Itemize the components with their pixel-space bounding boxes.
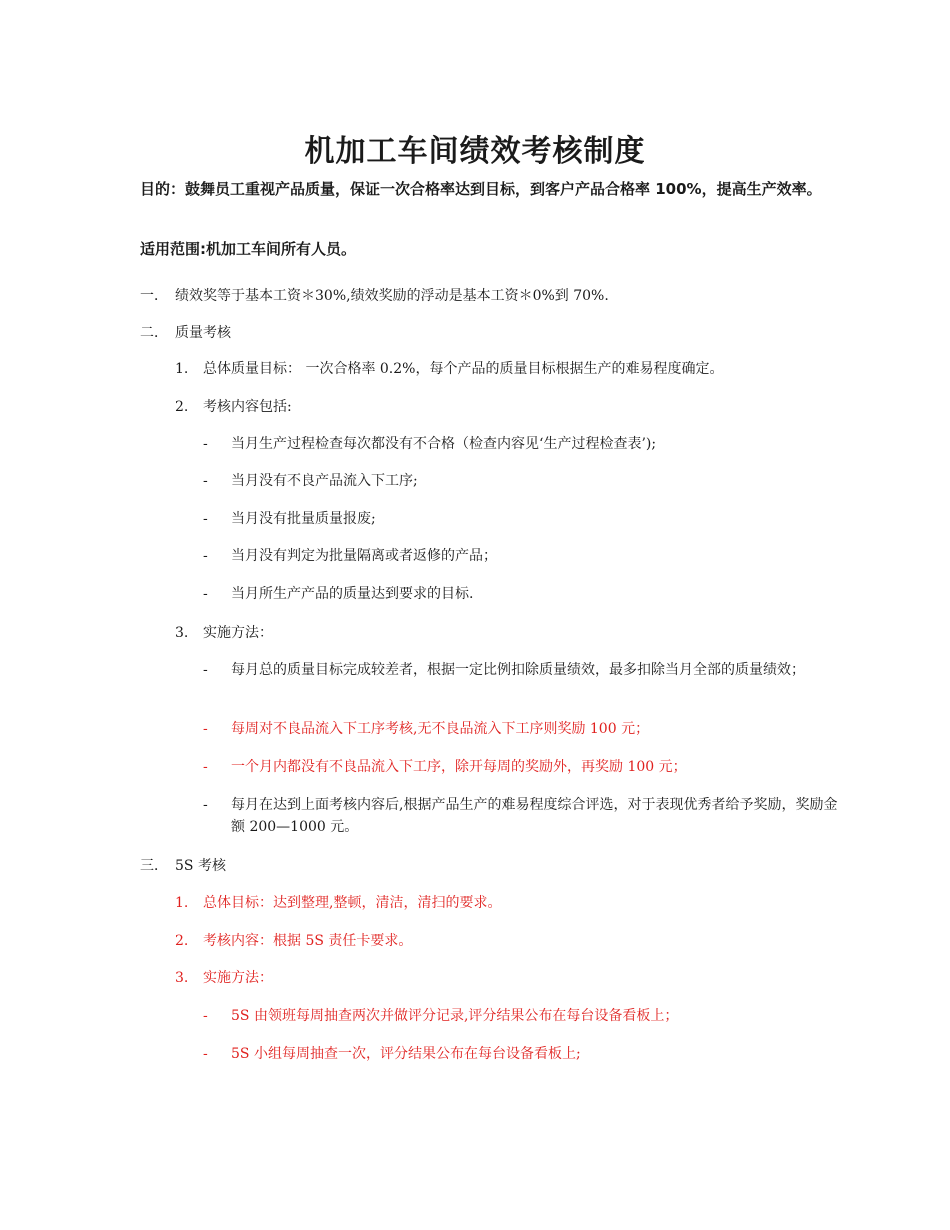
bullet-symbol: - — [203, 548, 208, 564]
section-1-text: 绩效奖等于基本工资＊30%,绩效奖励的浮动是基本工资＊0%到 70%. — [175, 288, 609, 304]
quality-item-3-marker: 3. — [175, 625, 189, 641]
content-bullet: 当月生产过程检查每次都没有不合格（检查内容见‘生产过程检查表’); — [231, 436, 657, 452]
method-bullet: 每月在达到上面考核内容后,根据产品生产的难易程度综合评选，对于表现优秀者给予奖励，奖励金额 200—1000 元。 — [231, 797, 838, 835]
document-title: 机加工车间绩效考核制度 — [304, 134, 646, 169]
5s-item-1-marker: 1. — [175, 895, 189, 911]
bullet-symbol: - — [203, 797, 208, 813]
bullet-symbol: - — [203, 511, 208, 527]
5s-item-3-text: 实施方法： — [203, 970, 273, 986]
section-3-marker: 三． — [140, 858, 168, 874]
bullet-symbol: - — [203, 1046, 208, 1062]
bullet-symbol: - — [203, 473, 208, 489]
section-2-marker: 二． — [140, 325, 168, 341]
5s-method-bullet: 5S 小组每周抽查一次，评分结果公布在每台设备看板上; — [231, 1046, 581, 1062]
quality-item-1-text: 总体质量目标： 一次合格率 0.2%，每个产品的质量目标根据生产的难易程度确定。 — [203, 361, 724, 377]
5s-item-1-text: 总体目标：达到整理,整顿，清洁，清扫的要求。 — [203, 895, 502, 911]
bullet-symbol: - — [203, 586, 208, 602]
quality-item-1-marker: 1. — [175, 361, 189, 377]
bullet-symbol: - — [203, 721, 208, 737]
bullet-symbol: - — [203, 759, 208, 775]
content-bullet: 当月没有不良产品流入下工序; — [231, 473, 418, 489]
5s-item-2-text: 考核内容：根据 5S 责任卡要求。 — [203, 933, 413, 949]
content-bullet: 当月所生产产品的质量达到要求的目标. — [231, 586, 474, 602]
section-1-marker: 一． — [140, 288, 168, 304]
quality-item-2-text: 考核内容包括: — [203, 399, 292, 415]
bullet-symbol: - — [203, 1008, 208, 1024]
5s-item-2-marker: 2. — [175, 933, 189, 949]
content-bullet: 当月没有判定为批量隔离或者返修的产品； — [231, 548, 497, 564]
method-bullet-highlighted: 一个月内都没有不良品流入下工序，除开每周的奖励外，再奖励 100 元； — [231, 759, 687, 775]
quality-item-3-text: 实施方法： — [203, 625, 273, 641]
section-2-heading: 质量考核 — [175, 325, 231, 341]
bullet-symbol: - — [203, 436, 208, 452]
quality-item-2-marker: 2. — [175, 399, 189, 415]
purpose-paragraph: 目的：鼓舞员工重视产品质量，保证一次合格率达到目标，到客户产品合格率 100%，提高生产效率。 — [140, 180, 822, 198]
scope-paragraph: 适用范围:机加工车间所有人员。 — [140, 240, 357, 258]
method-bullet-highlighted: 每周对不良品流入下工序考核,无不良品流入下工序则奖励 100 元； — [231, 721, 650, 737]
content-bullet: 当月没有批量质量报废; — [231, 511, 376, 527]
method-bullet: 每月总的质量目标完成较差者，根据一定比例扣除质量绩效，最多扣除当月全部的质量绩效； — [231, 662, 805, 678]
5s-item-3-marker: 3. — [175, 970, 189, 986]
section-3-heading: 5S 考核 — [175, 858, 226, 874]
5s-method-bullet: 5S 由领班每周抽查两次并做评分记录,评分结果公布在每台设备看板上； — [231, 1008, 679, 1024]
bullet-symbol: - — [203, 662, 208, 678]
